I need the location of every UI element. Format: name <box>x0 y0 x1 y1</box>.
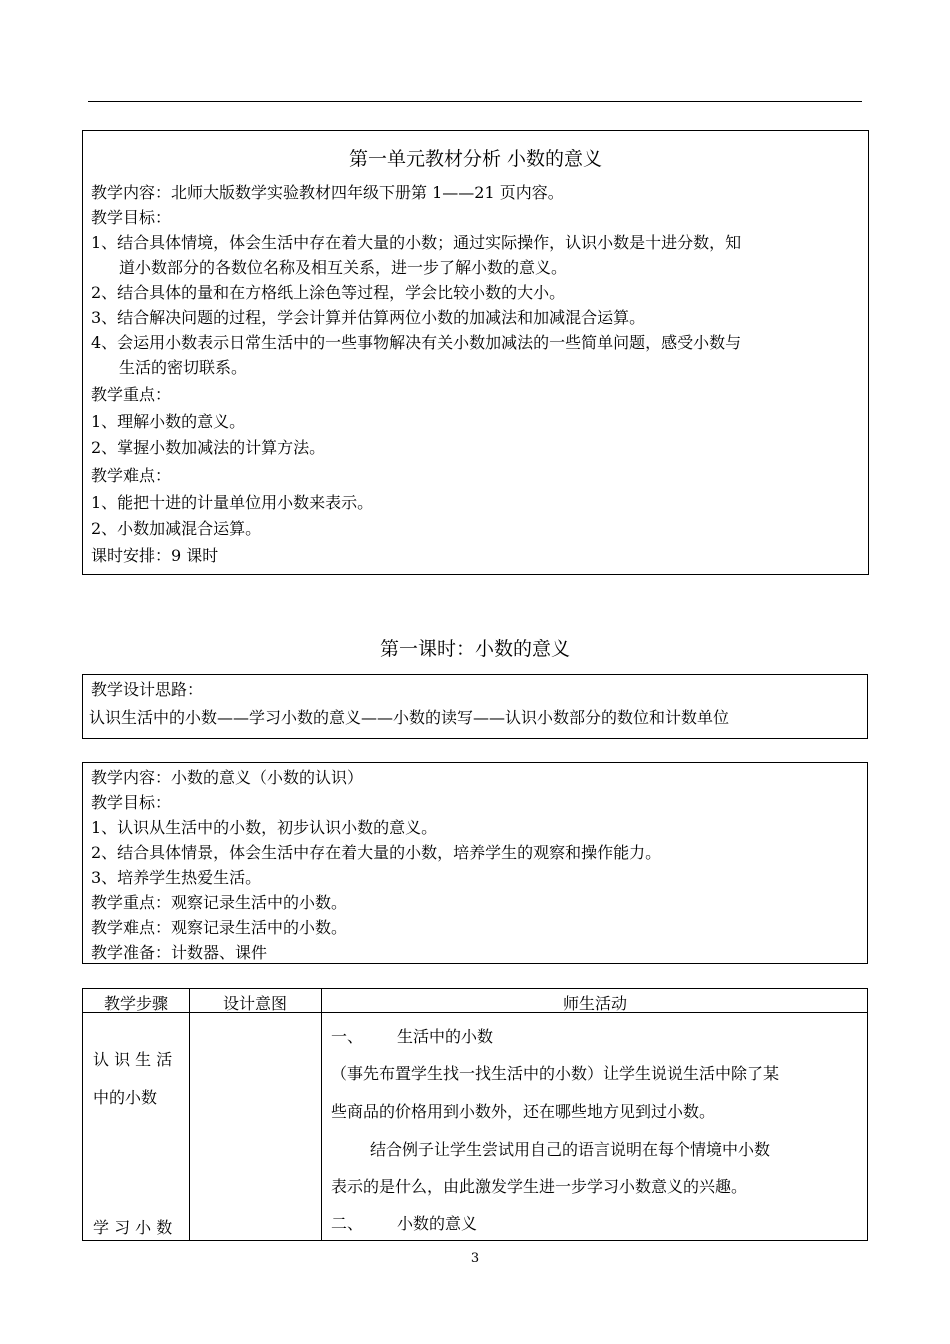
activity-paragraph-1-line1: （事先布置学生找一找生活中的小数）让学生说说生活中除了某 <box>331 1064 780 1083</box>
design-idea-box <box>82 674 868 739</box>
unit-content-line: 教学内容：北师大版数学实验教材四年级下册第 1——21 页内容。 <box>91 183 564 202</box>
lesson-details-box <box>82 762 868 964</box>
header-activities: 师生活动 <box>562 994 627 1013</box>
activity-paragraph-1-line2: 些商品的价格用到小数外，还在哪些地方见到过小数。 <box>331 1102 716 1121</box>
unit-difficulties-label: 教学难点： <box>91 466 172 485</box>
unit-goal-1-cont: 道小数部分的各数位名称及相互关系，进一步了解小数的意义。 <box>119 258 568 277</box>
step-1-label-line2: 中的小数 <box>93 1088 158 1107</box>
unit-schedule: 课时安排：9 课时 <box>91 546 219 565</box>
lesson-title: 第一课时：小数的意义 <box>379 638 570 660</box>
unit-goal-4-cont: 生活的密切联系。 <box>119 358 248 377</box>
design-idea-text: 认识生活中的小数——学习小数的意义——小数的读写——认识小数部分的数位和计数单位 <box>89 708 730 727</box>
unit-key-points-label: 教学重点： <box>91 385 172 404</box>
unit-title: 第一单元教材分析 小数的意义 <box>348 148 603 170</box>
unit-goal-2: 2、结合具体的量和在方格纸上涂色等过程，学会比较小数的大小。 <box>91 283 566 302</box>
unit-goal-3: 3、结合解决问题的过程，学会计算并估算两位小数的加减法和加减混合运算。 <box>91 308 646 327</box>
activity-heading-2: 小数的意义 <box>397 1214 478 1233</box>
header-design-intent: 设计意图 <box>222 994 287 1013</box>
column-divider <box>189 989 190 1240</box>
lesson-preparation: 教学准备：计数器、课件 <box>91 943 268 962</box>
design-idea-label: 教学设计思路： <box>91 680 204 699</box>
page-number: 3 <box>470 1251 480 1266</box>
unit-difficulty-1: 1、能把十进的计量单位用小数来表示。 <box>91 493 374 512</box>
unit-analysis-box <box>82 130 869 575</box>
activity-paragraph-2-line2: 表示的是什么，由此激发学生进一步学习小数意义的兴趣。 <box>331 1177 748 1196</box>
header-steps: 教学步骤 <box>103 994 168 1013</box>
activity-heading-1-number: 一、 <box>331 1027 364 1046</box>
activity-paragraph-2-line1: 结合例子让学生尝试用自己的语言说明在每个情境中小数 <box>370 1140 771 1159</box>
step-2-label: 学 习 小 数 <box>93 1218 173 1237</box>
column-divider <box>321 989 322 1240</box>
unit-goals-label: 教学目标： <box>91 208 172 227</box>
lesson-content-line: 教学内容：小数的意义（小数的认识） <box>91 768 364 787</box>
header-rule <box>88 101 862 102</box>
step-1-label-line1: 认 识 生 活 <box>93 1050 173 1069</box>
lesson-goals-label: 教学目标： <box>91 793 172 812</box>
unit-goal-4: 4、会运用小数表示日常生活中的一些事物解决有关小数加减法的一些简单问题，感受小数与 <box>91 333 742 352</box>
lesson-key-point: 教学重点：观察记录生活中的小数。 <box>91 893 348 912</box>
lesson-difficulty: 教学难点：观察记录生活中的小数。 <box>91 918 348 937</box>
activity-heading-2-number: 二、 <box>331 1214 364 1233</box>
unit-key-point-1: 1、理解小数的意义。 <box>91 412 246 431</box>
unit-difficulty-2: 2、小数加减混合运算。 <box>91 519 262 538</box>
activity-heading-1: 生活中的小数 <box>397 1027 494 1046</box>
teaching-steps-table <box>82 988 868 1241</box>
lesson-goal-2: 2、结合具体情景，体会生活中存在着大量的小数，培养学生的观察和操作能力。 <box>91 843 662 862</box>
unit-goal-1: 1、结合具体情境，体会生活中存在着大量的小数；通过实际操作，认识小数是十进分数，知 <box>91 233 742 252</box>
lesson-goal-3: 3、培养学生热爱生活。 <box>91 868 262 887</box>
lesson-goal-1: 1、认识从生活中的小数，初步认识小数的意义。 <box>91 818 438 837</box>
unit-key-point-2: 2、掌握小数加减法的计算方法。 <box>91 438 326 457</box>
